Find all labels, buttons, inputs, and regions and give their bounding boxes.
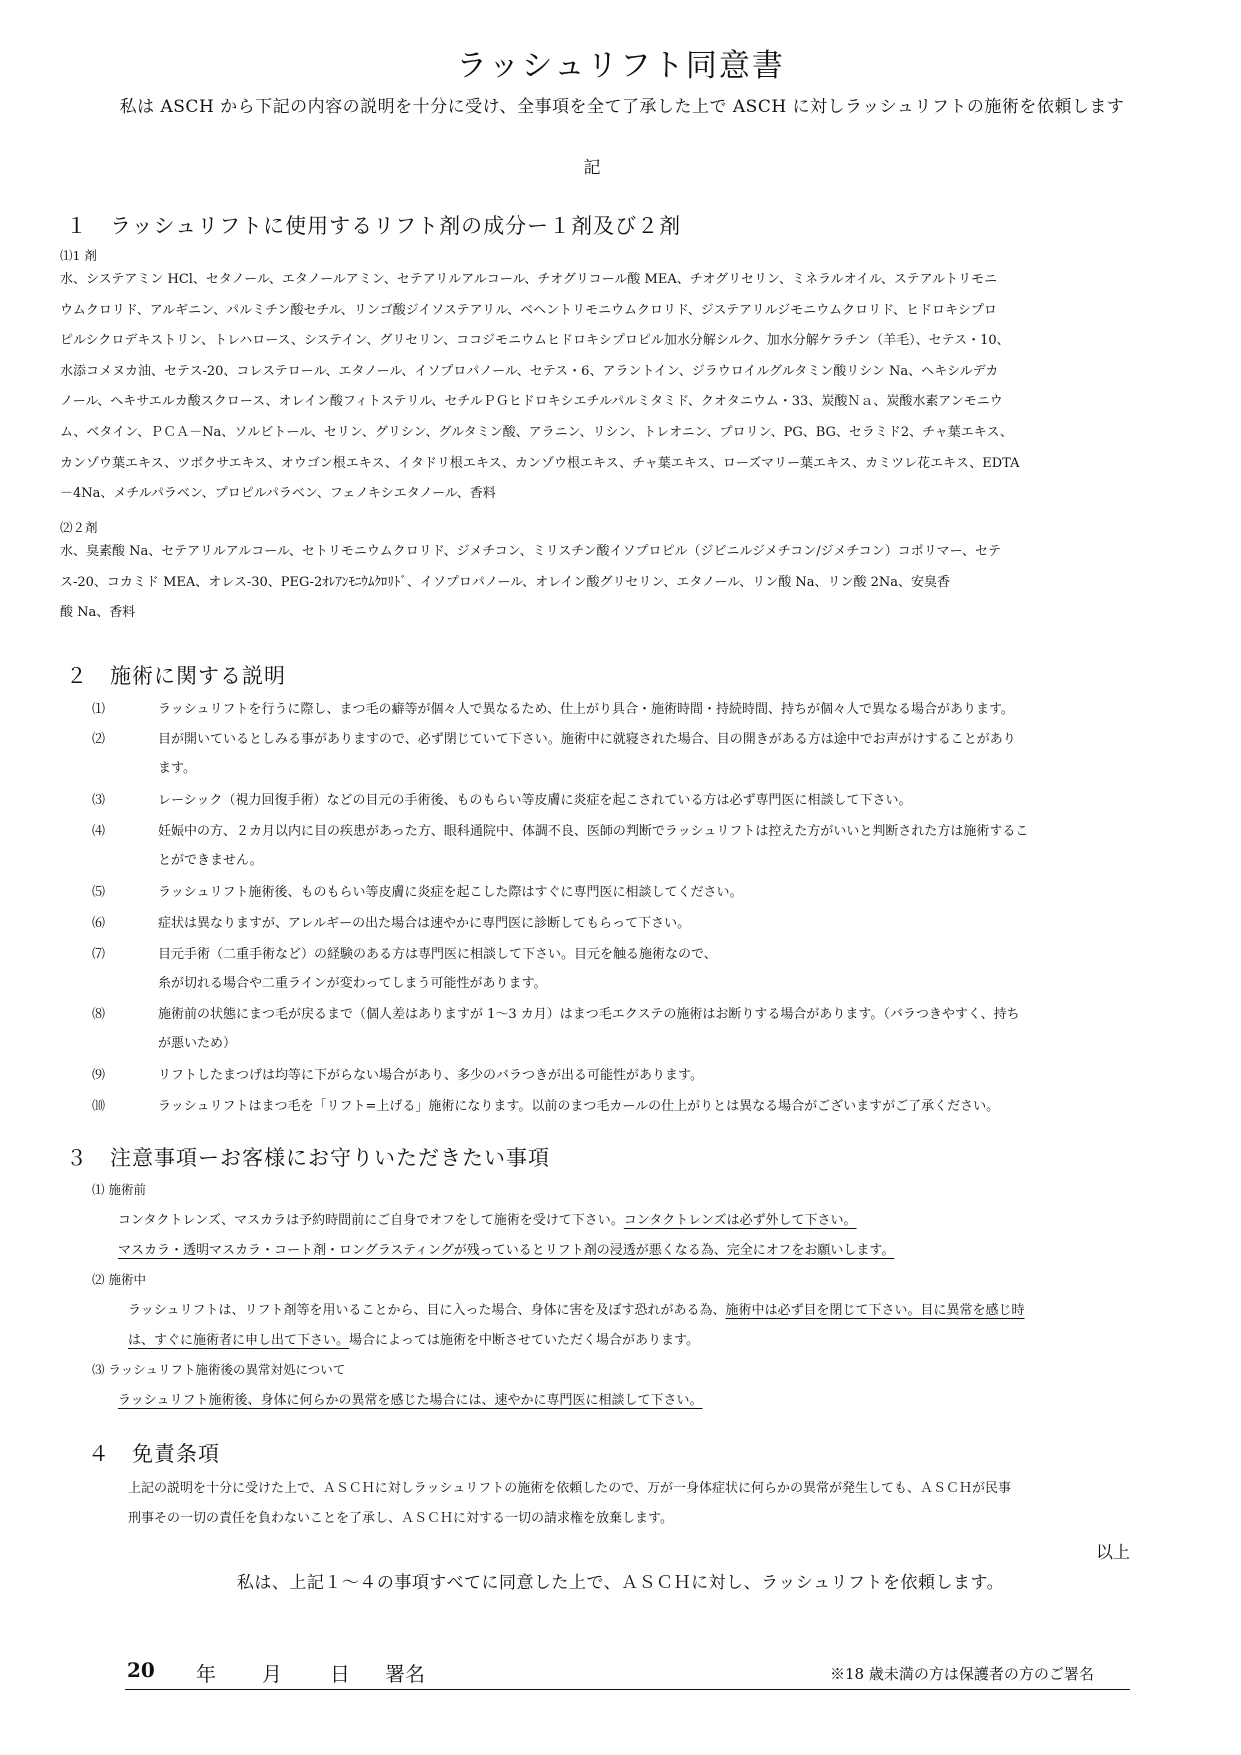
list-item: ⑷ 妊娠中の方、２カ月以内に目の疾患があった方、眼科通院中、体調不良、医師の判断でラッシュリフトは控えた方がいいと判断された方は施術するこ とができません。 [92,824,1029,868]
signature-line [125,1688,1130,1690]
list-item: ⑼ リフトしたまつげは均等に下がらない場合があり、多少のバラつきが出る可能性があります。 [92,1068,703,1083]
list-item: ⑹ 症状は異なりますが、アレルギーの出た場合は速やかに専門医に診断してもらって下さい。 [92,916,691,931]
section4-line2: 刑事その一切の責任を負わないことを了承し、ＡＳＣＨに対する一切の請求権を放棄します。 [128,1511,673,1526]
list-item: ⑵ 目が開いているとしみる事がありますので、必ず閉じていて下さい。施術中に就寝された場合、目の開きがある方は途中でお声がけすることがあり ます。 [92,732,1016,776]
ingredient-line: 水添コメヌカ油、セテス-20、コレステロール、エタノール、イソプロパノール、セテス・6、アラントイン、ジラウロイルグルタミン酸リシン Na、ヘキシルデカ [60,363,999,379]
section2-list [92,695,1192,1095]
section4-heading: ４ 免責条項 [88,1442,220,1466]
list-item: ⑶ レーシック（視力回復手術）などの目元の手術後、ものもらい等皮膚に炎症を起こされている方は必ず専門医に相談して下さい。 [92,793,912,808]
agreement-statement: 私は、上記１～４の事項すべてに同意した上で、ＡＳＣＨに対し、ラッシュリフトを依頼します。 [236,1573,1005,1593]
section2-heading: ２ 施術に関する説明 [66,664,286,688]
ingredient-line: ウムクロリド、アルギニン、パルミチン酸セチル、リンゴ酸ジイソステアリル、ベヘントリモニウムクロリド、ジステアリルジモニウムクロリド、ヒドロキシプロ [60,302,997,318]
ki-marker: 記 [583,158,601,178]
signature-month: 月 [262,1662,282,1686]
section1-agent2-ingredients [60,537,1190,629]
section3-before-label: ⑴ 施術前 [92,1182,146,1197]
signature-field[interactable]: 署名 [385,1662,425,1686]
ingredient-line: ノール、ヘキサエルカ酸スクロース、オレイン酸フィトステリル、セチルＰＧヒドロキシエチルパルミタミド、クオタニウム・33、炭酸Ｎａ、炭酸水素アンモニウ [60,394,1003,410]
list-item: ⑺ 目元手術（二重手術など）の経験のある方は専門医に相談して下さい。目元を触る施術なので、 糸が切れる場合や二重ラインが変わってしまう可能性があります。 [92,947,717,991]
section3-during-line1: ラッシュリフトは、リフト剤等を用いることから、目に入った場合、身体に害を及ぼす恐れがある為、施術中は必ず目を閉じて下さい。目に異常を感じ時 [128,1303,1025,1318]
list-item: ⑻ 施術前の状態にまつ毛が戻るまで（個人差はありますが 1～3 カ月）はまつ毛エクステの施術はお断りする場合があります。（バラつきやすく、持ち が悪いため） [92,1007,1020,1051]
intro-statement: 私は ASCH から下記の内容の説明を十分に受け、全事項を全て了承した上で ASCH に対しラッシュリフトの施術を依頼します [119,97,1125,117]
signature-year: 年 [196,1662,216,1686]
closing-mark: 以上 [1096,1543,1130,1563]
section3-after-line: ラッシュリフト施術後、身体に何らかの異常を感じた場合には、速やかに専門医に相談して下さい。 [118,1393,703,1408]
section3-before-line2: マスカラ・透明マスカラ・コート剤・ロングラスティングが残っているとリフト剤の浸透が悪くなる為、完全にオフをお願いします。 [118,1243,895,1258]
ingredient-line: 酸 Na、香料 [60,605,136,621]
page-title: ラッシュリフト同意書 [456,48,785,84]
section3-during-label: ⑵ 施術中 [92,1272,146,1287]
section3-during-line2: は、すぐに施術者に申し出て下さい。場合によっては施術を中断させていただく場合があります。 [128,1333,699,1348]
ingredient-line: ム、ベタイン、ＰＣＡ－Na、ソルビトール、セリン、グリシン、グルタミン酸、アラニン、リシン、トレオニン、プロリン、PG、BG、セラミド2、チャ葉エキス、 [60,424,1013,440]
list-item: ⑽ ラッシュリフトはまつ毛を「リフト=上げる」施術になります。以前のまつ毛カールの仕上がりとは異なる場合がございますがご了承ください。 [92,1099,1000,1114]
signature-year-prefix: 20 [127,1658,155,1682]
section4-line1: 上記の説明を十分に受けた上で、ＡＳＣＨに対しラッシュリフトの施術を依頼したので、万が一身体症状に何らかの異常が発生しても、ＡＳＣＨが民事 [128,1481,1011,1496]
signature-day: 日 [330,1662,350,1686]
section1-heading: １ ラッシュリフトに使用するリフト剤の成分ー１剤及び２剤 [66,214,682,238]
section1-agent2-label: ⑵２剤 [60,520,98,535]
ingredient-line: ス-20、コカミド MEA、オレス-30、PEG-2ｵﾚｱﾝﾓﾆｳﾑｸﾛﾘﾄﾞ、イソプロパノール、オレイン酸グリセリン、エタノール、リン酸 Na、リン酸 2Na、安臭香 [60,574,951,590]
section3-before-line1: コンタクトレンズ、マスカラは予約時間前にご自身でオフをして施術を受けて下さい。コンタクトレンズは必ず外して下さい。 [118,1213,857,1228]
section1-agent1-ingredients [60,265,1190,510]
list-item: ⑸ ラッシュリフト施術後、ものもらい等皮膚に炎症を起こした際はすぐに専門医に相談してください。 [92,885,743,900]
section3-after-label: ⑶ ラッシュリフト施術後の異常対処について [92,1362,346,1377]
ingredient-line: 水、臭素酸 Na、セテアリルアルコール、セトリモニウムクロリド、ジメチコン、ミリスチン酸イソプロピル（ジビニルジメチコン/ジメチコン）コポリマー、セテ [60,544,1001,559]
section1-agent1-label: ⑴1 剤 [60,248,97,263]
list-item: ⑴ ラッシュリフトを行うに際し、まつ毛の癖等が個々人で異なるため、仕上がり具合・施術時間・持続時間、持ちが個々人で異なる場合があります。 [92,702,1014,717]
section3-heading: ３ 注意事項ーお客様にお守りいただきたい事項 [66,1146,550,1170]
ingredient-line: －4Na、メチルパラベン、プロピルパラベン、フェノキシエタノール、香料 [60,486,496,502]
guardian-note: ※18 歳未満の方は保護者の方のご署名 [830,1665,1094,1683]
ingredient-line: 水、システアミン HCl、セタノール、エタノールアミン、セテアリルアルコール、チオグリコール酸 MEA、チオグリセリン、ミネラルオイル、ステアルトリモニ [60,272,998,287]
ingredient-line: ピルシクロデキストリン、トレハロース、システイン、グリセリン、ココジモニウムヒドロキシプロピル加水分解シルク、加水分解ケラチン（羊毛）、セテス・10、 [60,333,1010,349]
ingredient-line: カンゾウ葉エキス、ツボクサエキス、オウゴン根エキス、イタドリ根エキス、カンゾウ根エキス、チャ葉エキス、ローズマリー葉エキス、カミツレ花エキス、EDTA [60,455,1020,471]
